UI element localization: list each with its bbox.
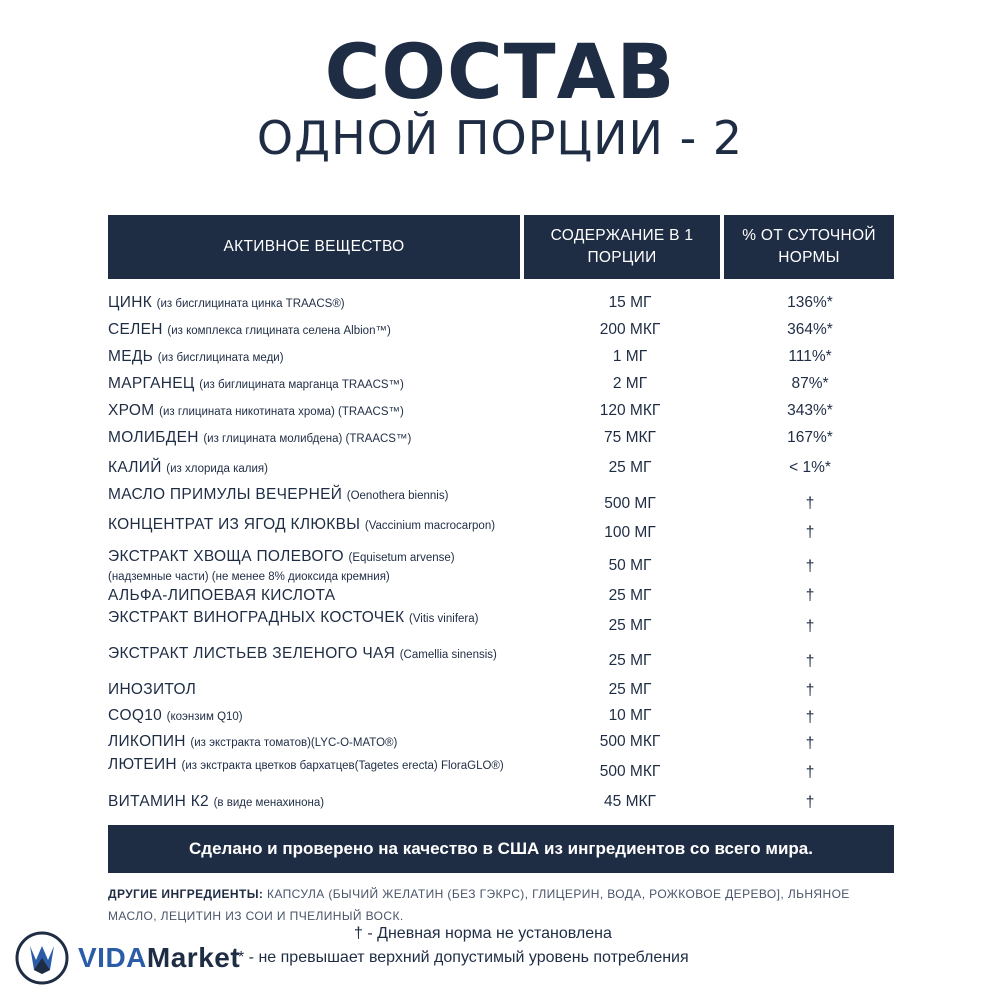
- ingredient-daily-value: †: [805, 764, 815, 781]
- ingredient-amount: 200 МКГ: [599, 321, 661, 338]
- ingredient-daily-value: †: [805, 618, 815, 635]
- ingredient-amount: 25 МГ: [608, 459, 652, 476]
- ingredient-daily-value: 136%*: [787, 294, 833, 311]
- ingredient-name: ИНОЗИТОЛ: [108, 681, 197, 698]
- ingredient-name: COQ10 (коэнзим Q10): [108, 707, 243, 724]
- other-ingredients-text: КАПСУЛА (БЫЧИЙ ЖЕЛАТИН (БЕЗ ГЭКРС), ГЛИЦЕРИН, ВОДА, РОЖКОВОЕ ДЕРЕВО], ЛЬНЯНОЕ МАСЛО, ЛЕЦИТИН ИЗ СОИ И ПЧЕЛИНЫЙ ВОСК.: [108, 887, 850, 923]
- ingredient-name: ВИТАМИН К2 (в виде менахинона): [108, 793, 325, 810]
- made-in-usa-banner: Сделано и проверено на качество в США из ингредиентов со всего мира.: [108, 825, 894, 873]
- ingredient-name: АЛЬФА-ЛИПОЕВАЯ КИСЛОТА: [108, 587, 336, 604]
- vidamarket-logo-icon: [12, 930, 74, 986]
- ingredient-amount: 500 МГ: [604, 495, 656, 512]
- header-active-substance: АКТИВНОЕ ВЕЩЕСТВО: [223, 238, 405, 255]
- other-ingredients: [108, 883, 898, 927]
- ingredient-name: МОЛИБДЕН (из глицината молибдена) (TRAACS™): [108, 429, 412, 446]
- ingredient-amount: 25 МГ: [608, 617, 652, 634]
- ingredient-amount: 50 МГ: [608, 557, 652, 574]
- ingredient-amount: 25 МГ: [608, 652, 652, 669]
- vidamarket-logo-text: VIDAMarket: [78, 942, 241, 973]
- ingredient-amount: 45 МКГ: [604, 793, 656, 810]
- ingredient-amount: 500 МКГ: [599, 733, 661, 750]
- ingredient-amount: 500 МКГ: [599, 763, 661, 780]
- ingredient-name: ЭКСТРАКТ ХВОЩА ПОЛЕВОГО (Equisetum arvense) (надземные части) (не менее 8% диоксида кремния): [108, 548, 455, 583]
- ingredient-name: ЭКСТРАКТ ЛИСТЬЕВ ЗЕЛЕНОГО ЧАЯ (Camellia sinensis): [108, 645, 497, 662]
- ingredient-name: ХРОМ (из глицината никотината хрома) (TRAACS™): [108, 402, 404, 419]
- ingredient-amount: 15 МГ: [608, 294, 652, 311]
- ingredient-name: ЛИКОПИН (из экстракта томатов)(LYC-O-MATO®): [108, 733, 398, 750]
- ingredient-amount: 2 МГ: [612, 375, 648, 392]
- ingredient-daily-value: 111%*: [788, 348, 832, 365]
- ingredient-daily-value: †: [805, 682, 815, 699]
- page-subtitle: ОДНОЙ ПОРЦИИ - 2: [256, 111, 744, 165]
- ingredient-daily-value: 343%*: [787, 402, 833, 419]
- ingredient-name: ЦИНК (из бисглицината цинка TRAACS®): [108, 294, 345, 311]
- ingredient-name: КАЛИЙ (из хлорида калия): [108, 459, 268, 476]
- ingredient-amount: 25 МГ: [608, 587, 652, 604]
- ingredient-daily-value: †: [805, 558, 815, 575]
- ingredient-daily-value: 87%*: [791, 375, 829, 392]
- ingredient-daily-value: 364%*: [787, 321, 833, 338]
- ingredient-amount: 75 МКГ: [604, 429, 656, 446]
- vidamarket-logo: [12, 930, 242, 986]
- footnote-asterisk: * - не превышает верхний допустимый уровень потребления: [238, 949, 689, 966]
- ingredient-name: ЭКСТРАКТ ВИНОГРАДНЫХ КОСТОЧЕК (Vitis vinifera): [108, 609, 479, 626]
- ingredient-daily-value: †: [805, 709, 815, 726]
- ingredient-daily-value: < 1%*: [789, 459, 831, 476]
- ingredient-name: МЕДЬ (из бисглицината меди): [108, 348, 284, 365]
- ingredient-name: МАРГАНЕЦ (из биглицината марганца TRAACS™): [108, 375, 404, 392]
- ingredient-amount: 25 МГ: [608, 681, 652, 698]
- ingredient-daily-value: †: [805, 794, 815, 811]
- ingredient-amount: 1 МГ: [612, 348, 648, 365]
- ingredient-name: МАСЛО ПРИМУЛЫ ВЕЧЕРНЕЙ (Oenothera biennis): [108, 486, 449, 503]
- ingredient-daily-value: 167%*: [787, 429, 833, 446]
- header-daily-value: % ОТ СУТОЧНОЙ НОРМЫ: [742, 227, 876, 266]
- ingredient-daily-value: †: [805, 524, 815, 541]
- ingredient-daily-value: †: [805, 653, 815, 670]
- ingredient-amount: 100 МГ: [604, 524, 656, 541]
- ingredient-daily-value: †: [805, 587, 815, 604]
- ingredient-amount: 120 МКГ: [599, 402, 661, 419]
- ingredient-name: СЕЛЕН (из комплекса глицината селена Albion™): [108, 321, 391, 338]
- header-amount-per-serving: СОДЕРЖАНИЕ В 1 ПОРЦИИ: [550, 227, 694, 266]
- page-title: СОСТАВ: [324, 27, 676, 116]
- footnote-dagger: † - Дневная норма не установлена: [354, 925, 612, 942]
- other-ingredients-label: ДРУГИЕ ИНГРЕДИЕНТЫ:: [108, 887, 264, 901]
- ingredient-name: КОНЦЕНТРАТ ИЗ ЯГОД КЛЮКВЫ (Vaccinium macrocarpon): [108, 516, 496, 533]
- ingredient-daily-value: †: [805, 495, 815, 512]
- ingredient-name: ЛЮТЕИН (из экстракта цветков бархатцев(Tagetes erecta) FloraGLO®): [108, 756, 504, 773]
- ingredient-daily-value: †: [805, 735, 815, 752]
- ingredient-amount: 10 МГ: [608, 707, 652, 724]
